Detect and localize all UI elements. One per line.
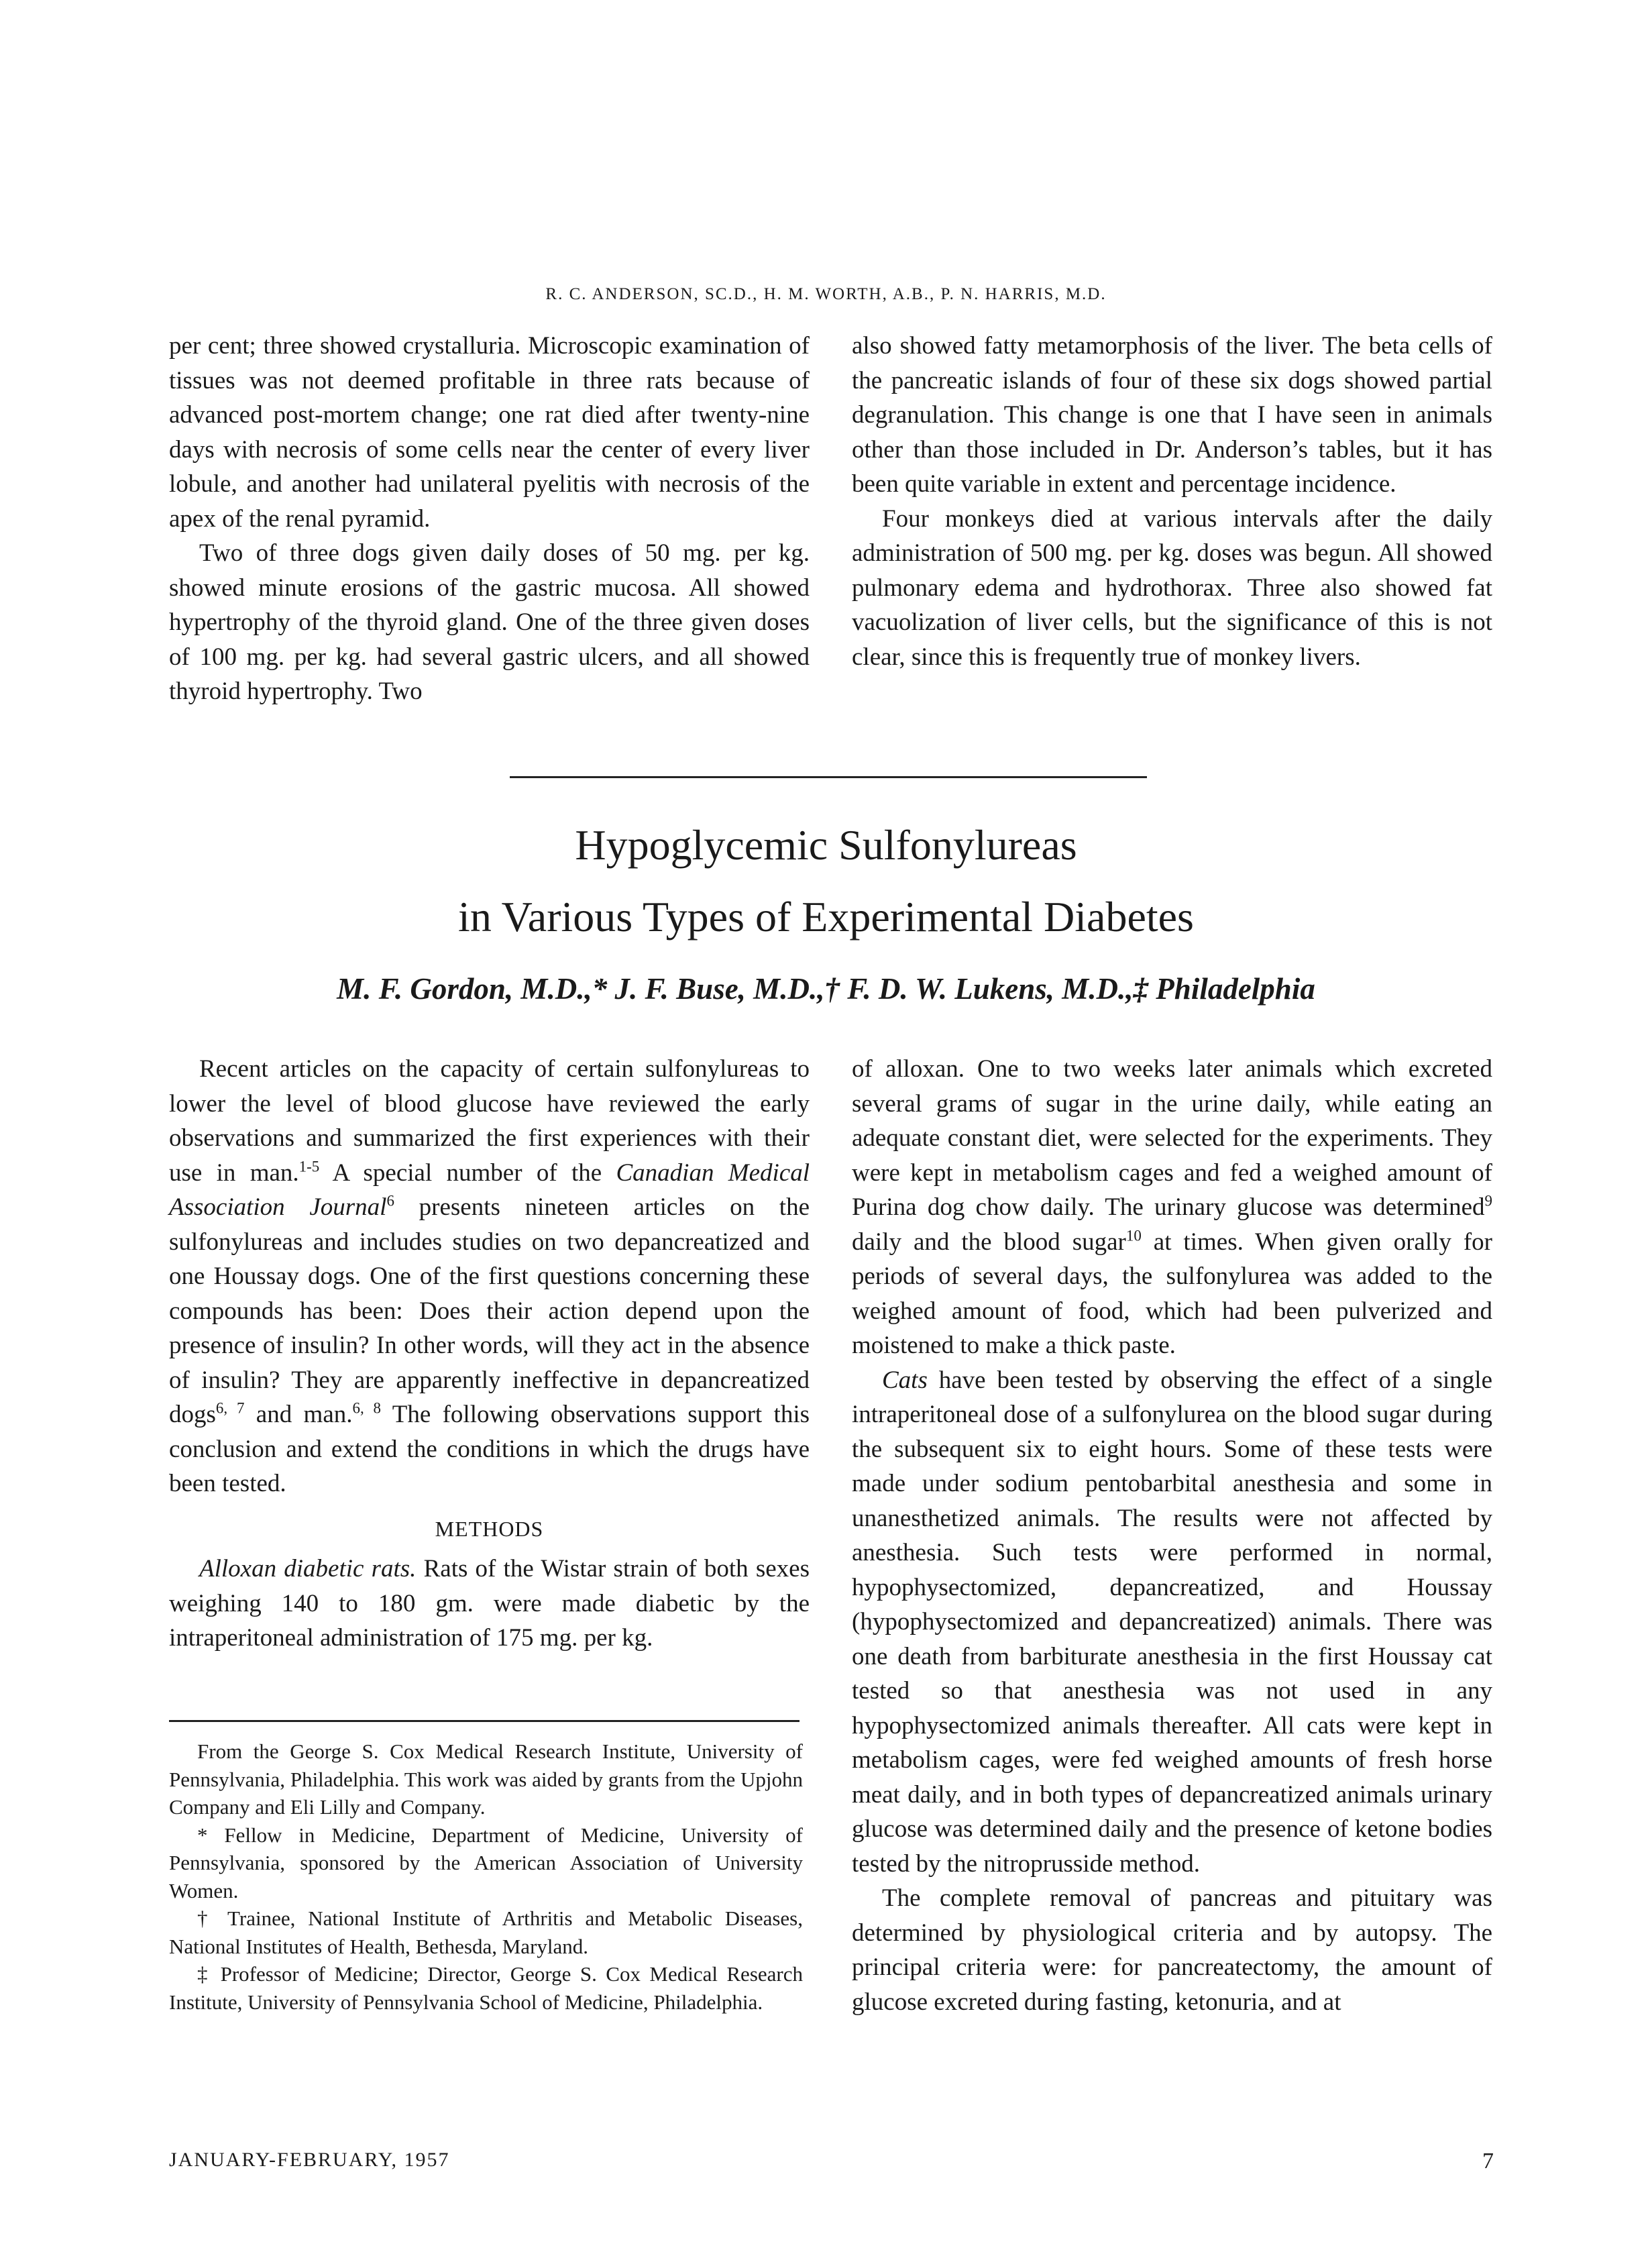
text-run: The following observations support this conclusion and extend the conditions in which the drugs have been tested. xyxy=(169,1401,810,1497)
paragraph: Two of three dogs given daily doses of 50 mg. per kg. showed minute erosions of the gastric mucosa. All showed hypertrophy of the thyroid gland. One of the three given doses of 100 mg. per kg. had several gastric ulcers, and all showed thyroid hypertrophy. Two xyxy=(169,539,810,705)
article-title-line-2: in Various Types of Experimental Diabetes xyxy=(458,893,1194,941)
subheading: Alloxan diabetic rats. xyxy=(199,1555,417,1582)
paragraph: also showed fatty metamorphosis of the liver. The beta cells of the pancreatic islands of four of these six dogs showed partial degranulation. This change is one that I have seen in animals other than those included in Dr. Anderson’s tables, but it has been quite variable in extent and percentage incidence. xyxy=(852,332,1492,498)
paragraph xyxy=(852,1052,1492,1363)
text-run: Recent articles on the capacity of certain sulfonylureas to lower the level of blood glucose have reviewed the early observations and summarized the first experiences with their use in man. xyxy=(169,1055,810,1187)
methods-paragraph xyxy=(169,1552,810,1656)
footnotes xyxy=(169,1737,803,2016)
prev-article-right-column xyxy=(852,329,1492,674)
article-title-line-1: Hypoglycemic Sulfonylureas xyxy=(575,821,1077,869)
text-run: have been tested by observing the effect of a single intraperitoneal dose of a sulfonylurea on the blood sugar during the subsequent six to eight hours. Some of these tests were made under sodium pentobarbital anesthesia and some in unanesthetized animals. The results were not affected by anesthesia. Such tests were performed in normal, hypophysectomized, depancreatized, and Houssay (hypophysectomized and depancreatized) animals. There was one death from barbiturate anesthesia in the first Houssay cat tested so that anesthesia was not used in any hypophysectomized animals thereafter. All cats were kept in metabolism cages, were fed weighed amounts of fresh horse meat daily, and in both types of depancreatized animals urinary glucose was determined daily and the presence of ketone bodies tested by the nitroprusside method. xyxy=(852,1366,1492,1878)
issue-date: JANUARY-FEBRUARY, 1957 xyxy=(169,2149,450,2171)
reference-marker: 10 xyxy=(1125,1227,1142,1244)
text-run: A special number of the xyxy=(319,1159,616,1187)
article-byline: M. F. Gordon, M.D.,* J. F. Buse, M.D.,† F. D. W. Lukens, M.D.,‡ Philadelphia xyxy=(337,972,1315,1006)
reference-marker: 9 xyxy=(1484,1192,1492,1210)
footnote: From the George S. Cox Medical Research Institute, University of Pennsylvania, Philadelphia. This work was aided by grants from the Upjohn Company and Eli Lilly and Company. xyxy=(169,1739,803,1819)
article-left-column xyxy=(169,1052,810,1656)
footnote: * Fellow in Medicine, Department of Medicine, University of Pennsylvania, sponsored by the American Association of University Women. xyxy=(169,1823,803,1902)
journal-name: Canadian Medical Association Journal xyxy=(169,1159,810,1221)
footnote: † Trainee, National Institute of Arthritis and Metabolic Diseases, National Institutes of Health, Bethesda, Maryland. xyxy=(169,1906,803,1958)
text-run: Rats of the Wistar strain of both sexes weighing 140 to 180 gm. were made diabetic by the intraperitoneal administration of 175 mg. per kg. xyxy=(169,1555,810,1652)
text-run: presents nineteen articles on the sulfonylureas and includes studies on two depancreatized and one Houssay dogs. One of the first questions concerning these compounds has been: Does their action depend upon the presence of insulin? In other words, will they act in the absence of insulin? They are apparently ineffective in depancreatized dogs xyxy=(169,1193,810,1428)
intro-paragraph xyxy=(169,1052,810,1501)
footnote-divider xyxy=(169,1720,800,1722)
methods-heading: METHODS xyxy=(435,1516,544,1541)
running-head: R. C. ANDERSON, SC.D., H. M. WORTH, A.B., P. N. HARRIS, M.D. xyxy=(545,285,1107,303)
paragraph: per cent; three showed crystalluria. Microscopic examination of tissues was not deemed profitable in three rats because of advanced post-mortem change; one rat died after twenty-nine days with necrosis of some cells near the center of every liver lobule, and another had unilateral pyelitis with necrosis of the apex of the renal pyramid. xyxy=(169,332,810,533)
article-right-column xyxy=(852,1052,1492,2019)
paragraph: Four monkeys died at various intervals after the daily administration of 500 mg. per kg. doses was begun. All showed pulmonary edema and hydrothorax. Three also showed fat vacuolization of liver cells, but the significance of this is not clear, since this is frequently true of monkey livers. xyxy=(852,504,1492,671)
reference-marker: 6, 7 xyxy=(215,1399,245,1417)
text-run: and man. xyxy=(244,1401,353,1428)
reference-marker: 6, 8 xyxy=(352,1399,382,1417)
paragraph xyxy=(852,1363,1492,1882)
paragraph: The complete removal of pancreas and pituitary was determined by physiological criteria and by autopsy. The principal criteria were: for pancreatectomy, the amount of glucose excreted during fasting, ketonuria, and at xyxy=(852,1884,1492,2016)
page-number: 7 xyxy=(1482,2149,1495,2173)
reference-marker: 6 xyxy=(386,1192,394,1210)
prev-article-left-column xyxy=(169,329,810,709)
text-run: daily and the blood sugar xyxy=(852,1228,1126,1256)
text-run: at times. When given orally for periods of several days, the sulfonylurea was added to the weighed amount of food, which had been pulverized and moistened to make a thick paste. xyxy=(852,1228,1493,1359)
text-run: of alloxan. One to two weeks later animals which excreted several grams of sugar in the urine daily, while eating an adequate constant diet, were selected for the experiments. They were kept in metabolism cages and fed a weighed amount of Purina dog chow daily. The urinary glucose was determined xyxy=(852,1055,1492,1221)
footnote: ‡ Professor of Medicine; Director, George S. Cox Medical Research Institute, University of Pennsylvania School of Medicine, Philadelphia. xyxy=(169,1962,803,2014)
subheading: Cats xyxy=(882,1366,928,1394)
section-divider xyxy=(510,776,1147,778)
reference-marker: 1-5 xyxy=(298,1158,320,1175)
